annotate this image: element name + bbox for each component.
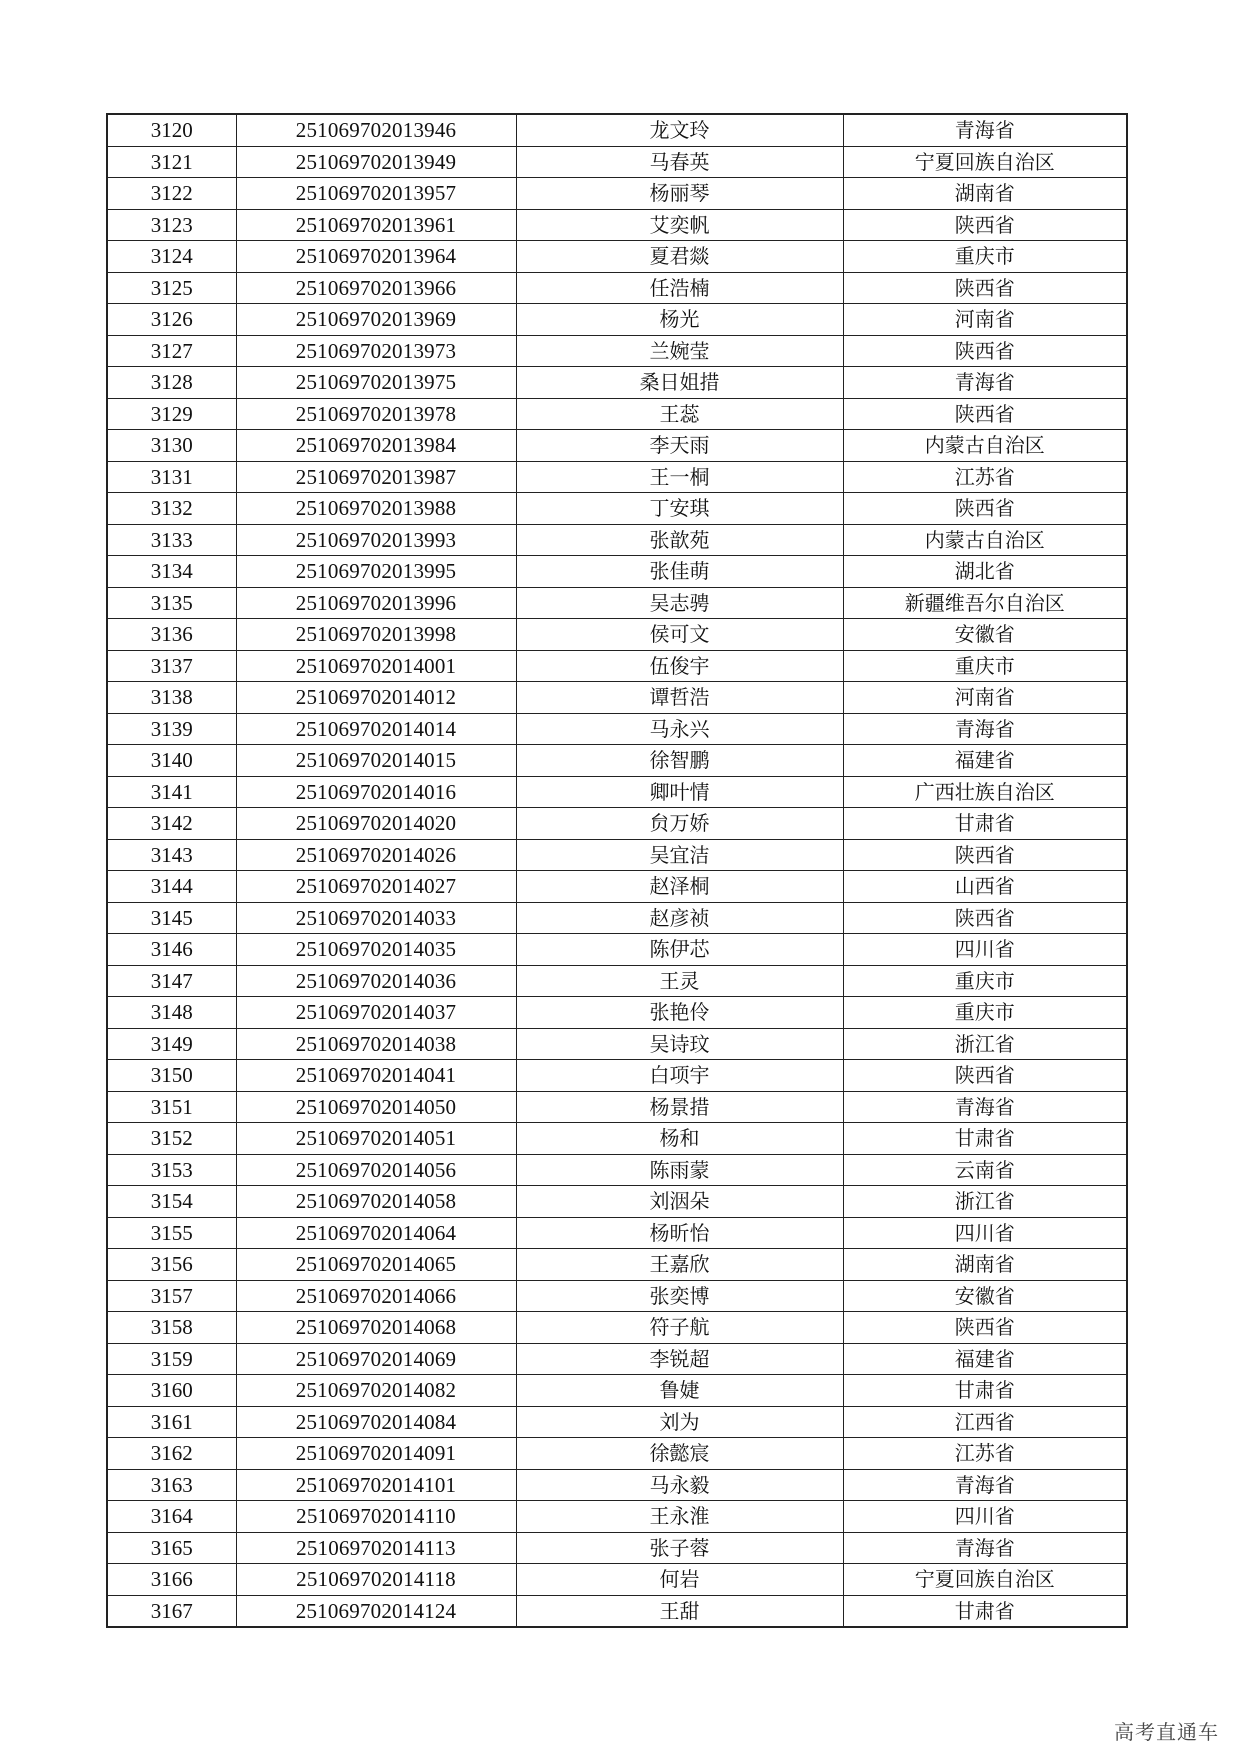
row-number-cell: 3159 [107,1343,236,1375]
region-cell: 湖南省 [843,1249,1127,1281]
region-cell: 江苏省 [843,461,1127,493]
row-number-cell: 3130 [107,430,236,462]
student-name-cell: 李天雨 [516,430,843,462]
student-name-cell: 张艳伶 [516,997,843,1029]
exam-id-cell: 251069702013987 [236,461,516,493]
table-row [107,146,1127,178]
exam-id-cell: 251069702014026 [236,839,516,871]
region-cell: 重庆市 [843,241,1127,273]
student-name-cell: 王蕊 [516,398,843,430]
region-cell: 四川省 [843,1501,1127,1533]
student-name-cell: 伍俊宇 [516,650,843,682]
exam-id-cell: 251069702014124 [236,1595,516,1627]
student-name-cell: 刘洇朵 [516,1186,843,1218]
region-cell: 江西省 [843,1406,1127,1438]
table-row [107,587,1127,619]
exam-id-cell: 251069702013993 [236,524,516,556]
row-number-cell: 3125 [107,272,236,304]
table-row [107,209,1127,241]
table-row [107,1123,1127,1155]
region-cell: 四川省 [843,1217,1127,1249]
exam-id-cell: 251069702013964 [236,241,516,273]
row-number-cell: 3145 [107,902,236,934]
student-name-cell: 吴宜洁 [516,839,843,871]
student-name-cell: 张奕博 [516,1280,843,1312]
table-row [107,965,1127,997]
region-cell: 宁夏回族自治区 [843,146,1127,178]
row-number-cell: 3152 [107,1123,236,1155]
row-number-cell: 3150 [107,1060,236,1092]
region-cell: 福建省 [843,1343,1127,1375]
exam-id-cell: 251069702014035 [236,934,516,966]
exam-id-cell: 251069702014118 [236,1564,516,1596]
region-cell: 福建省 [843,745,1127,777]
region-cell: 陕西省 [843,493,1127,525]
region-cell: 甘肃省 [843,808,1127,840]
watermark-text: 高考直通车 [1114,1720,1219,1744]
row-number-cell: 3146 [107,934,236,966]
row-number-cell: 3140 [107,745,236,777]
exam-id-cell: 251069702014016 [236,776,516,808]
table-row [107,650,1127,682]
region-cell: 新疆维吾尔自治区 [843,587,1127,619]
table-row [107,241,1127,273]
table-row [107,1501,1127,1533]
row-number-cell: 3165 [107,1532,236,1564]
table-row [107,493,1127,525]
exam-id-cell: 251069702014037 [236,997,516,1029]
row-number-cell: 3149 [107,1028,236,1060]
row-number-cell: 3154 [107,1186,236,1218]
row-number-cell: 3134 [107,556,236,588]
exam-id-cell: 251069702013969 [236,304,516,336]
student-name-cell: 张子蓉 [516,1532,843,1564]
row-number-cell: 3136 [107,619,236,651]
student-name-cell: 马永毅 [516,1469,843,1501]
row-number-cell: 3128 [107,367,236,399]
student-name-cell: 桑日姐措 [516,367,843,399]
exam-id-cell: 251069702014058 [236,1186,516,1218]
student-name-cell: 杨景措 [516,1091,843,1123]
exam-id-cell: 251069702014036 [236,965,516,997]
row-number-cell: 3148 [107,997,236,1029]
region-cell: 安徽省 [843,619,1127,651]
row-number-cell: 3131 [107,461,236,493]
row-number-cell: 3164 [107,1501,236,1533]
exam-id-cell: 251069702013946 [236,114,516,146]
region-cell: 青海省 [843,114,1127,146]
region-cell: 湖北省 [843,556,1127,588]
table-row [107,1375,1127,1407]
student-name-cell: 刘为 [516,1406,843,1438]
student-name-cell: 杨昕怡 [516,1217,843,1249]
region-cell: 青海省 [843,1532,1127,1564]
row-number-cell: 3162 [107,1438,236,1470]
exam-id-cell: 251069702014033 [236,902,516,934]
row-number-cell: 3166 [107,1564,236,1596]
row-number-cell: 3163 [107,1469,236,1501]
region-cell: 宁夏回族自治区 [843,1564,1127,1596]
student-name-cell: 张歆苑 [516,524,843,556]
student-name-cell: 王嘉欣 [516,1249,843,1281]
table-row [107,367,1127,399]
row-number-cell: 3120 [107,114,236,146]
exam-id-cell: 251069702013995 [236,556,516,588]
exam-id-cell: 251069702013961 [236,209,516,241]
table-row [107,178,1127,210]
exam-id-cell: 251069702014056 [236,1154,516,1186]
student-name-cell: 王灵 [516,965,843,997]
region-cell: 青海省 [843,367,1127,399]
table-row [107,556,1127,588]
student-name-cell: 徐懿宸 [516,1438,843,1470]
row-number-cell: 3126 [107,304,236,336]
student-name-cell: 龙文玲 [516,114,843,146]
table-row [107,304,1127,336]
exam-id-cell: 251069702014110 [236,1501,516,1533]
row-number-cell: 3151 [107,1091,236,1123]
table-row [107,114,1127,146]
table-row [107,871,1127,903]
region-cell: 青海省 [843,1469,1127,1501]
exam-id-cell: 251069702014001 [236,650,516,682]
student-name-cell: 李锐超 [516,1343,843,1375]
table-row [107,1280,1127,1312]
student-name-cell: 兰婉莹 [516,335,843,367]
table-row [107,1312,1127,1344]
region-cell: 甘肃省 [843,1375,1127,1407]
exam-id-cell: 251069702014069 [236,1343,516,1375]
region-cell: 陕西省 [843,902,1127,934]
table-row [107,524,1127,556]
student-name-cell: 陈伊芯 [516,934,843,966]
exam-id-cell: 251069702014113 [236,1532,516,1564]
row-number-cell: 3143 [107,839,236,871]
exam-id-cell: 251069702013973 [236,335,516,367]
region-cell: 河南省 [843,304,1127,336]
exam-id-cell: 251069702014014 [236,713,516,745]
row-number-cell: 3141 [107,776,236,808]
row-number-cell: 3144 [107,871,236,903]
table-row [107,934,1127,966]
exam-id-cell: 251069702014050 [236,1091,516,1123]
table-row [107,272,1127,304]
row-number-cell: 3127 [107,335,236,367]
student-name-cell: 卿叶情 [516,776,843,808]
region-cell: 陕西省 [843,1312,1127,1344]
student-name-cell: 丁安琪 [516,493,843,525]
row-number-cell: 3156 [107,1249,236,1281]
student-name-cell: 吴志骋 [516,587,843,619]
region-cell: 陕西省 [843,398,1127,430]
student-name-cell: 白项宇 [516,1060,843,1092]
exam-id-cell: 251069702014015 [236,745,516,777]
table-row [107,619,1127,651]
student-name-cell: 杨光 [516,304,843,336]
table-row [107,1532,1127,1564]
row-number-cell: 3155 [107,1217,236,1249]
student-name-cell: 张佳萌 [516,556,843,588]
roster-table [106,113,1128,1628]
exam-id-cell: 251069702014064 [236,1217,516,1249]
table-row [107,808,1127,840]
table-row [107,1438,1127,1470]
region-cell: 陕西省 [843,335,1127,367]
row-number-cell: 3138 [107,682,236,714]
exam-id-cell: 251069702014027 [236,871,516,903]
table-row [107,1028,1127,1060]
table-row [107,1060,1127,1092]
region-cell: 广西壮族自治区 [843,776,1127,808]
row-number-cell: 3129 [107,398,236,430]
table-row [107,1217,1127,1249]
exam-id-cell: 251069702014041 [236,1060,516,1092]
row-number-cell: 3132 [107,493,236,525]
region-cell: 云南省 [843,1154,1127,1186]
exam-id-cell: 251069702013949 [236,146,516,178]
exam-id-cell: 251069702013966 [236,272,516,304]
region-cell: 陕西省 [843,209,1127,241]
row-number-cell: 3137 [107,650,236,682]
region-cell: 陕西省 [843,1060,1127,1092]
table-row [107,902,1127,934]
table-row [107,1154,1127,1186]
student-name-cell: 马春英 [516,146,843,178]
row-number-cell: 3124 [107,241,236,273]
exam-id-cell: 251069702014038 [236,1028,516,1060]
student-name-cell: 何岩 [516,1564,843,1596]
region-cell: 重庆市 [843,650,1127,682]
student-name-cell: 任浩楠 [516,272,843,304]
table-row [107,398,1127,430]
exam-id-cell: 251069702013975 [236,367,516,399]
student-name-cell: 杨丽琴 [516,178,843,210]
table-row [107,1595,1127,1627]
row-number-cell: 3133 [107,524,236,556]
row-number-cell: 3139 [107,713,236,745]
table-row [107,1406,1127,1438]
region-cell: 青海省 [843,1091,1127,1123]
table-row [107,1469,1127,1501]
region-cell: 浙江省 [843,1186,1127,1218]
exam-id-cell: 251069702014101 [236,1469,516,1501]
exam-id-cell: 251069702014082 [236,1375,516,1407]
student-name-cell: 艾奕帆 [516,209,843,241]
region-cell: 内蒙古自治区 [843,430,1127,462]
row-number-cell: 3160 [107,1375,236,1407]
row-number-cell: 3123 [107,209,236,241]
student-name-cell: 王永淮 [516,1501,843,1533]
row-number-cell: 3153 [107,1154,236,1186]
exam-id-cell: 251069702014068 [236,1312,516,1344]
table-row [107,1186,1127,1218]
row-number-cell: 3157 [107,1280,236,1312]
exam-id-cell: 251069702014084 [236,1406,516,1438]
table-row [107,997,1127,1029]
student-name-cell: 赵彦祯 [516,902,843,934]
exam-id-cell: 251069702014051 [236,1123,516,1155]
row-number-cell: 3158 [107,1312,236,1344]
roster-body [107,114,1127,1627]
region-cell: 江苏省 [843,1438,1127,1470]
student-name-cell: 谭哲浩 [516,682,843,714]
region-cell: 安徽省 [843,1280,1127,1312]
student-name-cell: 贠万娇 [516,808,843,840]
table-row [107,1564,1127,1596]
table-row [107,1091,1127,1123]
row-number-cell: 3142 [107,808,236,840]
student-name-cell: 王一桐 [516,461,843,493]
exam-id-cell: 251069702013984 [236,430,516,462]
row-number-cell: 3121 [107,146,236,178]
row-number-cell: 3122 [107,178,236,210]
table-row [107,745,1127,777]
row-number-cell: 3167 [107,1595,236,1627]
table-row [107,713,1127,745]
table-row [107,1343,1127,1375]
exam-id-cell: 251069702013998 [236,619,516,651]
exam-id-cell: 251069702013996 [236,587,516,619]
student-name-cell: 徐智鹏 [516,745,843,777]
table-row [107,776,1127,808]
table-row [107,430,1127,462]
student-name-cell: 符子航 [516,1312,843,1344]
region-cell: 四川省 [843,934,1127,966]
region-cell: 甘肃省 [843,1595,1127,1627]
region-cell: 重庆市 [843,997,1127,1029]
table-row [107,335,1127,367]
student-name-cell: 王甜 [516,1595,843,1627]
exam-id-cell: 251069702013988 [236,493,516,525]
student-name-cell: 马永兴 [516,713,843,745]
region-cell: 内蒙古自治区 [843,524,1127,556]
region-cell: 陕西省 [843,272,1127,304]
student-name-cell: 鲁婕 [516,1375,843,1407]
row-number-cell: 3135 [107,587,236,619]
region-cell: 湖南省 [843,178,1127,210]
exam-id-cell: 251069702014091 [236,1438,516,1470]
exam-id-cell: 251069702014020 [236,808,516,840]
student-name-cell: 陈雨蒙 [516,1154,843,1186]
exam-id-cell: 251069702014065 [236,1249,516,1281]
region-cell: 重庆市 [843,965,1127,997]
student-name-cell: 杨和 [516,1123,843,1155]
row-number-cell: 3147 [107,965,236,997]
region-cell: 青海省 [843,713,1127,745]
table-row [107,682,1127,714]
student-name-cell: 赵泽桐 [516,871,843,903]
student-name-cell: 侯可文 [516,619,843,651]
exam-id-cell: 251069702014012 [236,682,516,714]
region-cell: 陕西省 [843,839,1127,871]
region-cell: 山西省 [843,871,1127,903]
region-cell: 河南省 [843,682,1127,714]
table-row [107,461,1127,493]
region-cell: 甘肃省 [843,1123,1127,1155]
student-name-cell: 吴诗玟 [516,1028,843,1060]
region-cell: 浙江省 [843,1028,1127,1060]
exam-id-cell: 251069702013957 [236,178,516,210]
exam-id-cell: 251069702013978 [236,398,516,430]
table-row [107,1249,1127,1281]
table-row [107,839,1127,871]
student-name-cell: 夏君燚 [516,241,843,273]
exam-id-cell: 251069702014066 [236,1280,516,1312]
row-number-cell: 3161 [107,1406,236,1438]
